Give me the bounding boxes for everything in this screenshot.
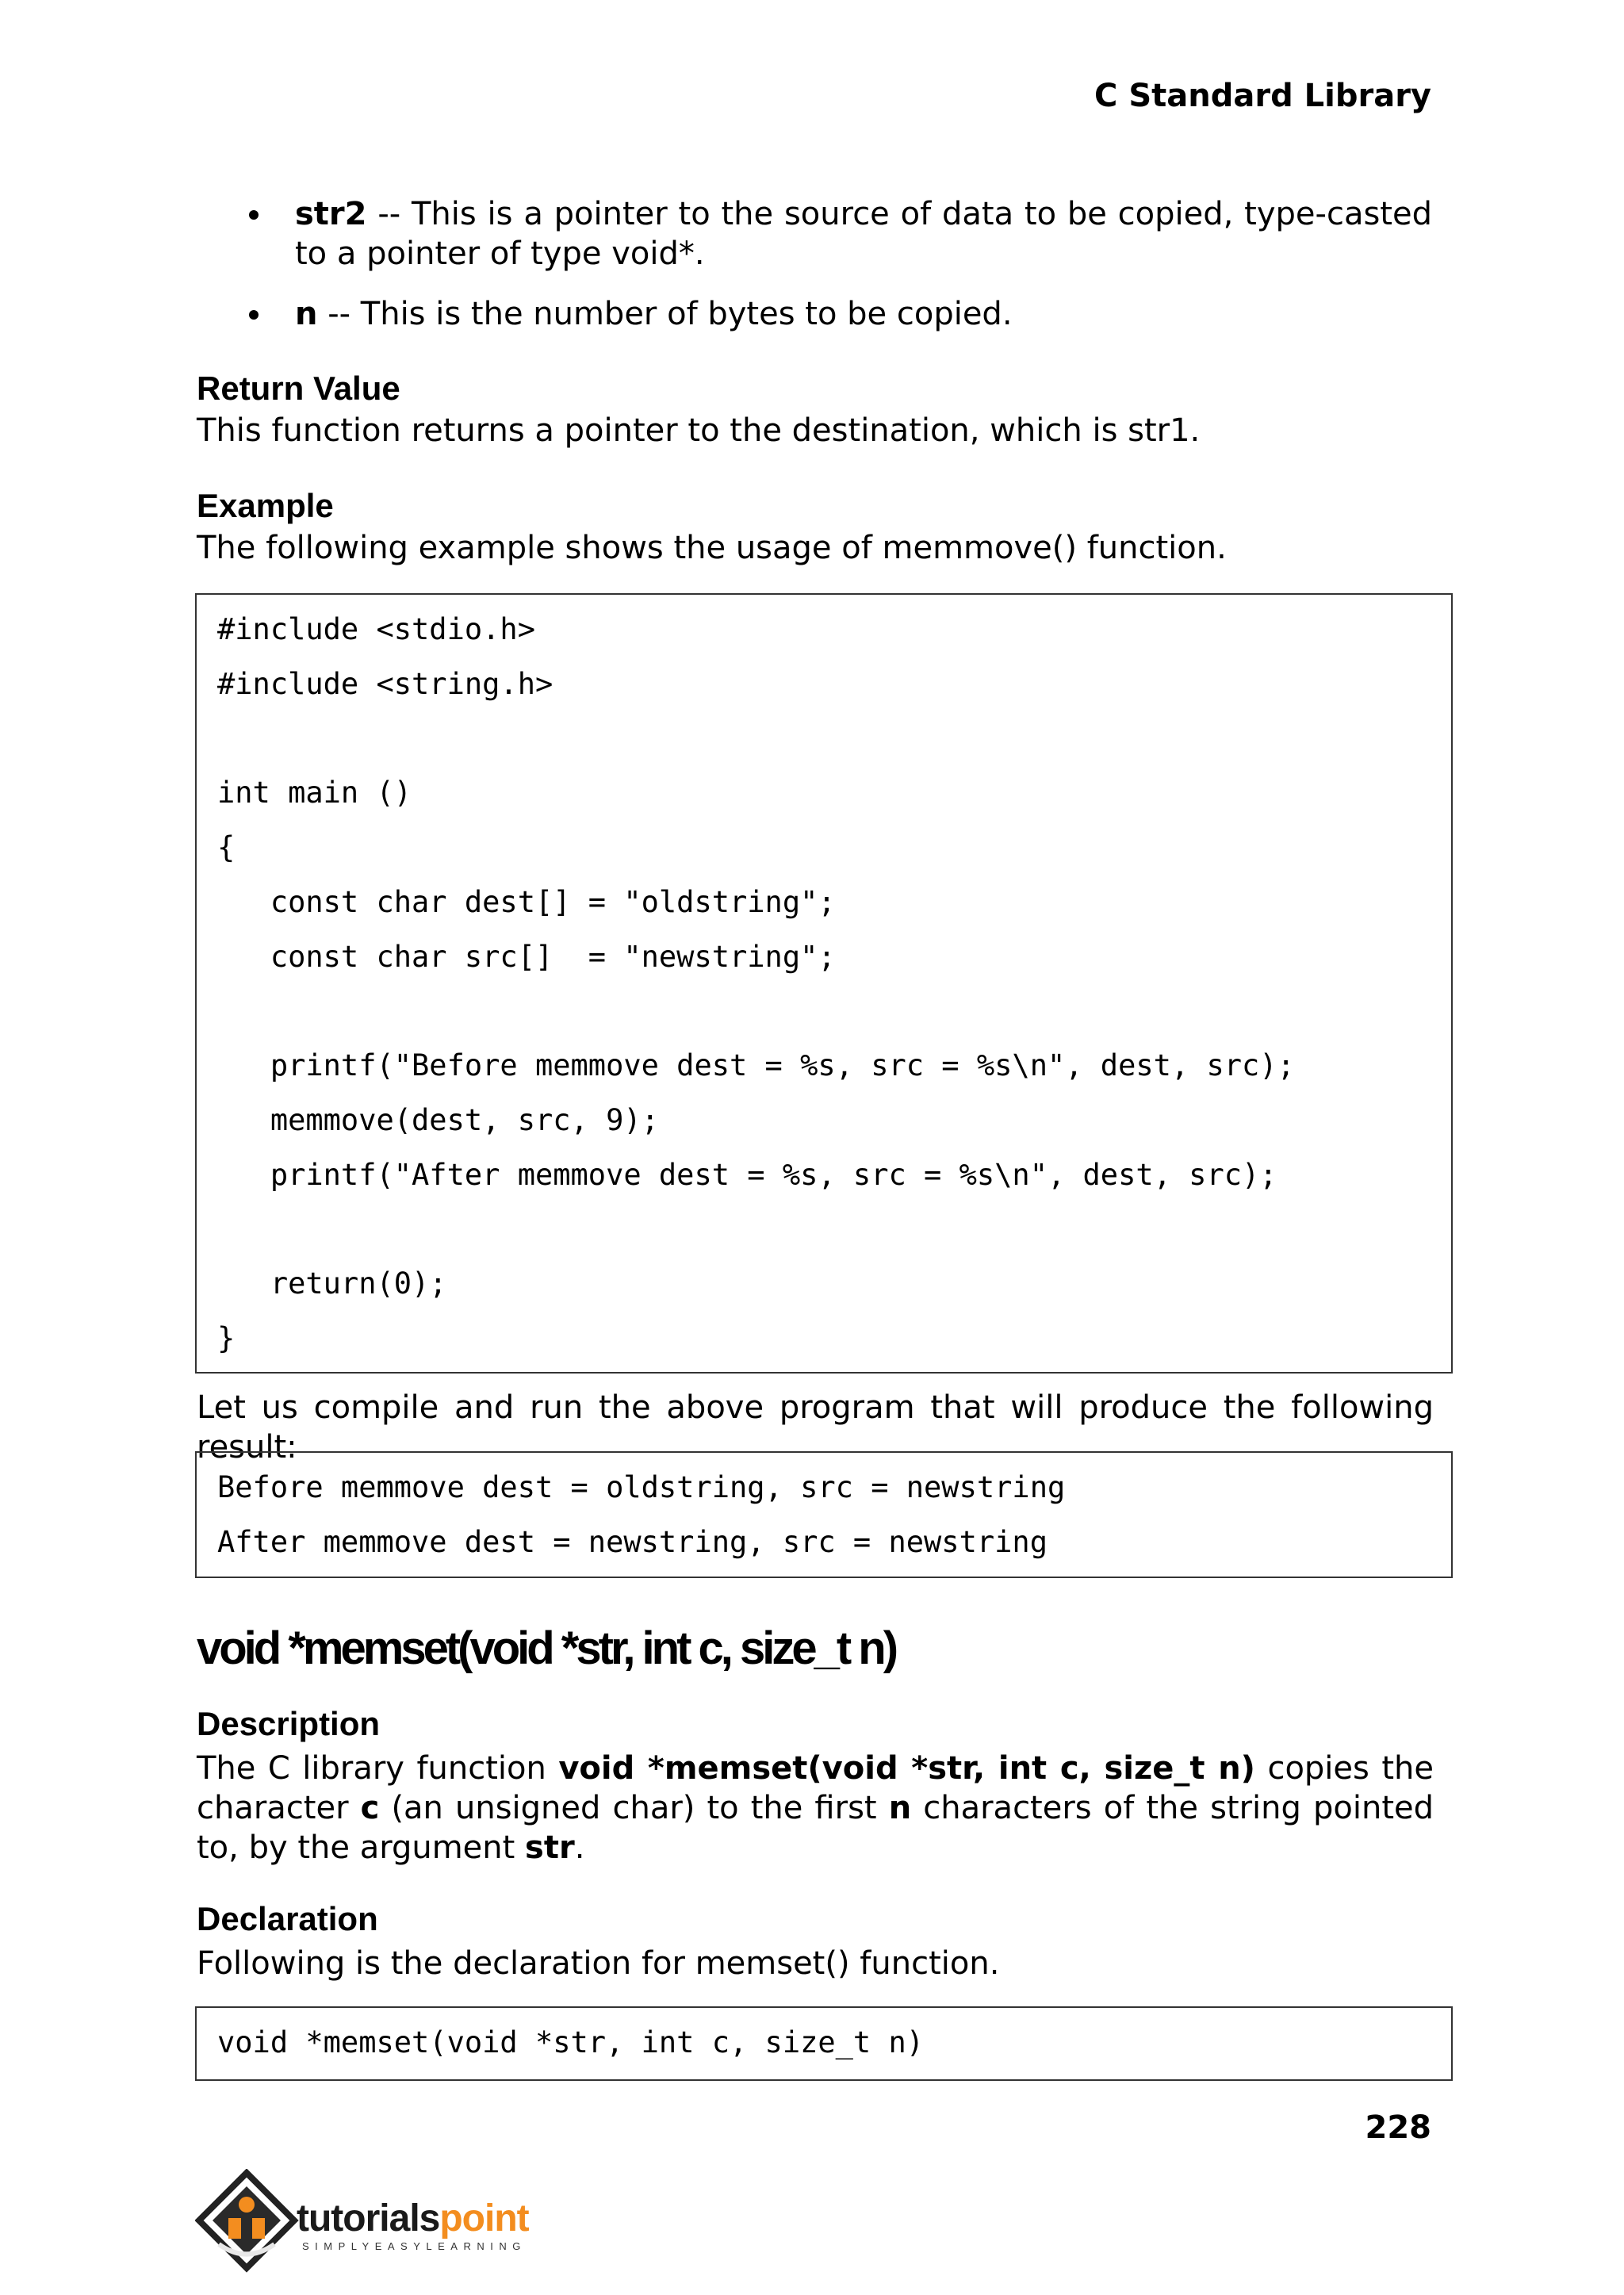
page-number: 228	[1365, 2109, 1431, 2146]
svg-text:tutorialspoint	[297, 2197, 530, 2239]
text-run: .	[574, 1829, 585, 1866]
text-run: copies the character	[197, 1750, 1434, 1826]
code-line: const char src[] = "newstring";	[217, 940, 836, 974]
output-line: After memmove dest = newstring, src = newstring	[217, 1525, 1048, 1559]
text-run: (an unsigned char) to the first	[379, 1790, 889, 1826]
logo-text-part2: point	[439, 2197, 529, 2239]
list-item	[243, 194, 1432, 274]
code-line: printf("Before memmove dest = %s, src = %s\n", dest, src);	[217, 1048, 1295, 1082]
text-run: characters of the string pointed to, by the argument	[197, 1790, 1434, 1866]
output-line: Before memmove dest = oldstring, src = newstring	[217, 1470, 1066, 1504]
code-block-output	[195, 1451, 1453, 1578]
code-line: int main ()	[217, 776, 412, 810]
bold-run: str	[525, 1829, 575, 1866]
page-header-title: C Standard Library	[1094, 78, 1431, 114]
return-value-text: This function returns a pointer to the destination, which is str1.	[197, 412, 1201, 449]
logo-tagline: SIMPLYEASYLEARNING	[302, 2240, 527, 2252]
code-block-example	[195, 593, 1453, 1374]
code-line: memmove(dest, src, 9);	[217, 1103, 659, 1137]
code-line: }	[217, 1321, 236, 1355]
bullet-icon	[249, 310, 259, 320]
parameter-list	[243, 194, 1432, 354]
code-line: printf("After memmove dest = %s, src = %s\n", dest, src);	[217, 1158, 1277, 1192]
section-heading: void *memset(void *str, int c, size_t n)	[197, 1623, 896, 1674]
bold-run: n	[888, 1790, 912, 1826]
bold-run: c	[360, 1790, 380, 1826]
bullet-icon	[249, 210, 259, 220]
code-line: {	[217, 830, 236, 864]
code-line: const char dest[] = "oldstring";	[217, 885, 836, 919]
code-line: #include <string.h>	[217, 667, 553, 701]
param-desc: -- This is a pointer to the source of data to be copied, type-casted to a pointer of type void*.	[295, 196, 1432, 272]
logo-text-part1: tutorials	[297, 2197, 440, 2239]
example-heading: Example	[197, 487, 334, 524]
bold-run: void *memset(void *str, int c, size_t n)	[558, 1750, 1255, 1787]
param-term: str2	[295, 196, 367, 232]
description-heading: Description	[197, 1705, 381, 1742]
list-item	[243, 294, 1432, 334]
example-text: The following example shows the usage of memmove() function.	[197, 530, 1227, 566]
tutorialspoint-logo-icon	[195, 2169, 568, 2280]
code-line: #include <stdio.h>	[217, 612, 535, 646]
code-line: void *memset(void *str, int c, size_t n)	[217, 2025, 925, 2059]
compile-text: Let us compile and run the above program that will produce the following result:	[197, 1389, 1434, 1466]
param-term: n	[295, 296, 318, 332]
code-block-declaration	[195, 2006, 1453, 2081]
param-desc: -- This is the number of bytes to be copied.	[317, 296, 1013, 332]
return-value-heading: Return Value	[197, 370, 400, 407]
declaration-heading: Declaration	[197, 1900, 378, 1937]
description-text	[197, 1749, 1434, 1868]
code-line: return(0);	[217, 1266, 447, 1301]
declaration-text: Following is the declaration for memset() function.	[197, 1945, 1000, 1982]
text-run: The C library function	[197, 1750, 559, 1787]
